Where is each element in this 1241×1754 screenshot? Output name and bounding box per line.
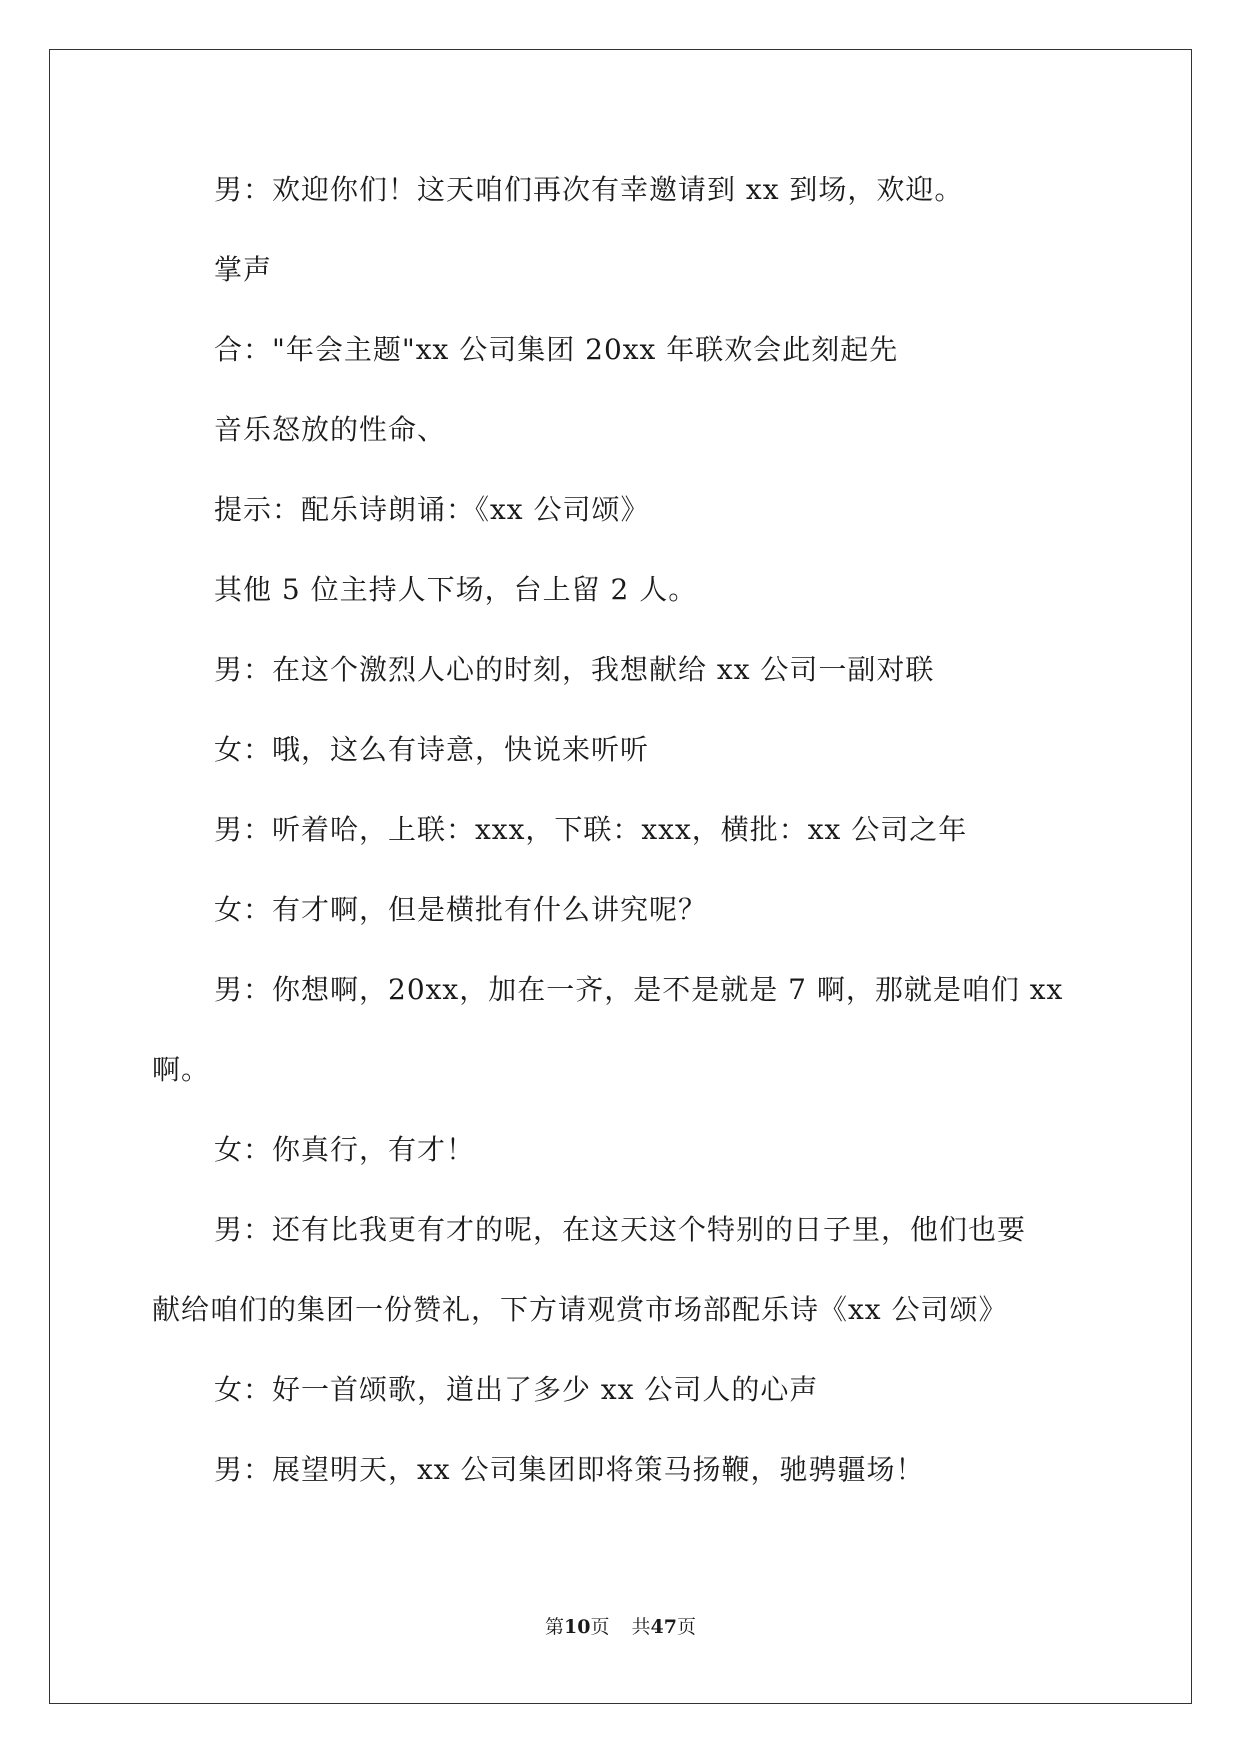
current-page-number: 10 [564,1616,591,1638]
stage-direction: 掌声 [214,253,273,286]
stage-direction: 其他 5 位主持人下场，台上留 2 人。 [214,573,698,606]
dialogue-line-continuation: 啊。 [152,1053,211,1086]
dialogue-line: 女：好一首颂歌，道出了多少 xx 公司人的心声 [214,1373,819,1406]
footer-prefix: 第 [545,1616,565,1638]
footer-total-prefix: 共 [631,1616,651,1638]
dialogue-line: 男：欢迎你们！这天咱们再次有幸邀请到 xx 到场，欢迎。 [214,173,964,206]
text-line: 音乐怒放的性命、 [214,413,447,446]
total-pages-number: 47 [650,1616,677,1638]
dialogue-line: 女：哦，这么有诗意，快说来听听 [214,733,650,766]
dialogue-line: 合："年会主题"xx 公司集团 20xx 年联欢会此刻起先 [214,333,899,366]
dialogue-line: 女：有才啊，但是横批有什么讲究呢？ [214,893,708,926]
dialogue-line: 男：展望明天，xx 公司集团即将策马扬鞭，驰骋疆场！ [214,1453,925,1486]
footer-total-unit: 页 [676,1616,696,1638]
stage-direction: 提示：配乐诗朗诵：《xx 公司颂》 [214,493,650,526]
footer-page-unit: 页 [590,1616,610,1638]
dialogue-line: 男：还有比我更有才的呢，在这天这个特别的日子里，他们也要 [214,1213,1027,1246]
dialogue-line: 男：你想啊，20xx，加在一齐，是不是就是 7 啊，那就是咱们 xx [214,973,1064,1006]
dialogue-line: 女：你真行，有才！ [214,1133,476,1166]
dialogue-line-continuation: 献给咱们的集团一份赞礼，下方请观赏市场部配乐诗《xx 公司颂》 [152,1293,1008,1326]
dialogue-line: 男：在这个激烈人心的时刻，我想献给 xx 公司一副对联 [214,653,935,686]
dialogue-line: 男：听着哈，上联：xxx，下联：xxx，横批：xx 公司之年 [214,813,968,846]
page-footer [0,1614,1241,1640]
